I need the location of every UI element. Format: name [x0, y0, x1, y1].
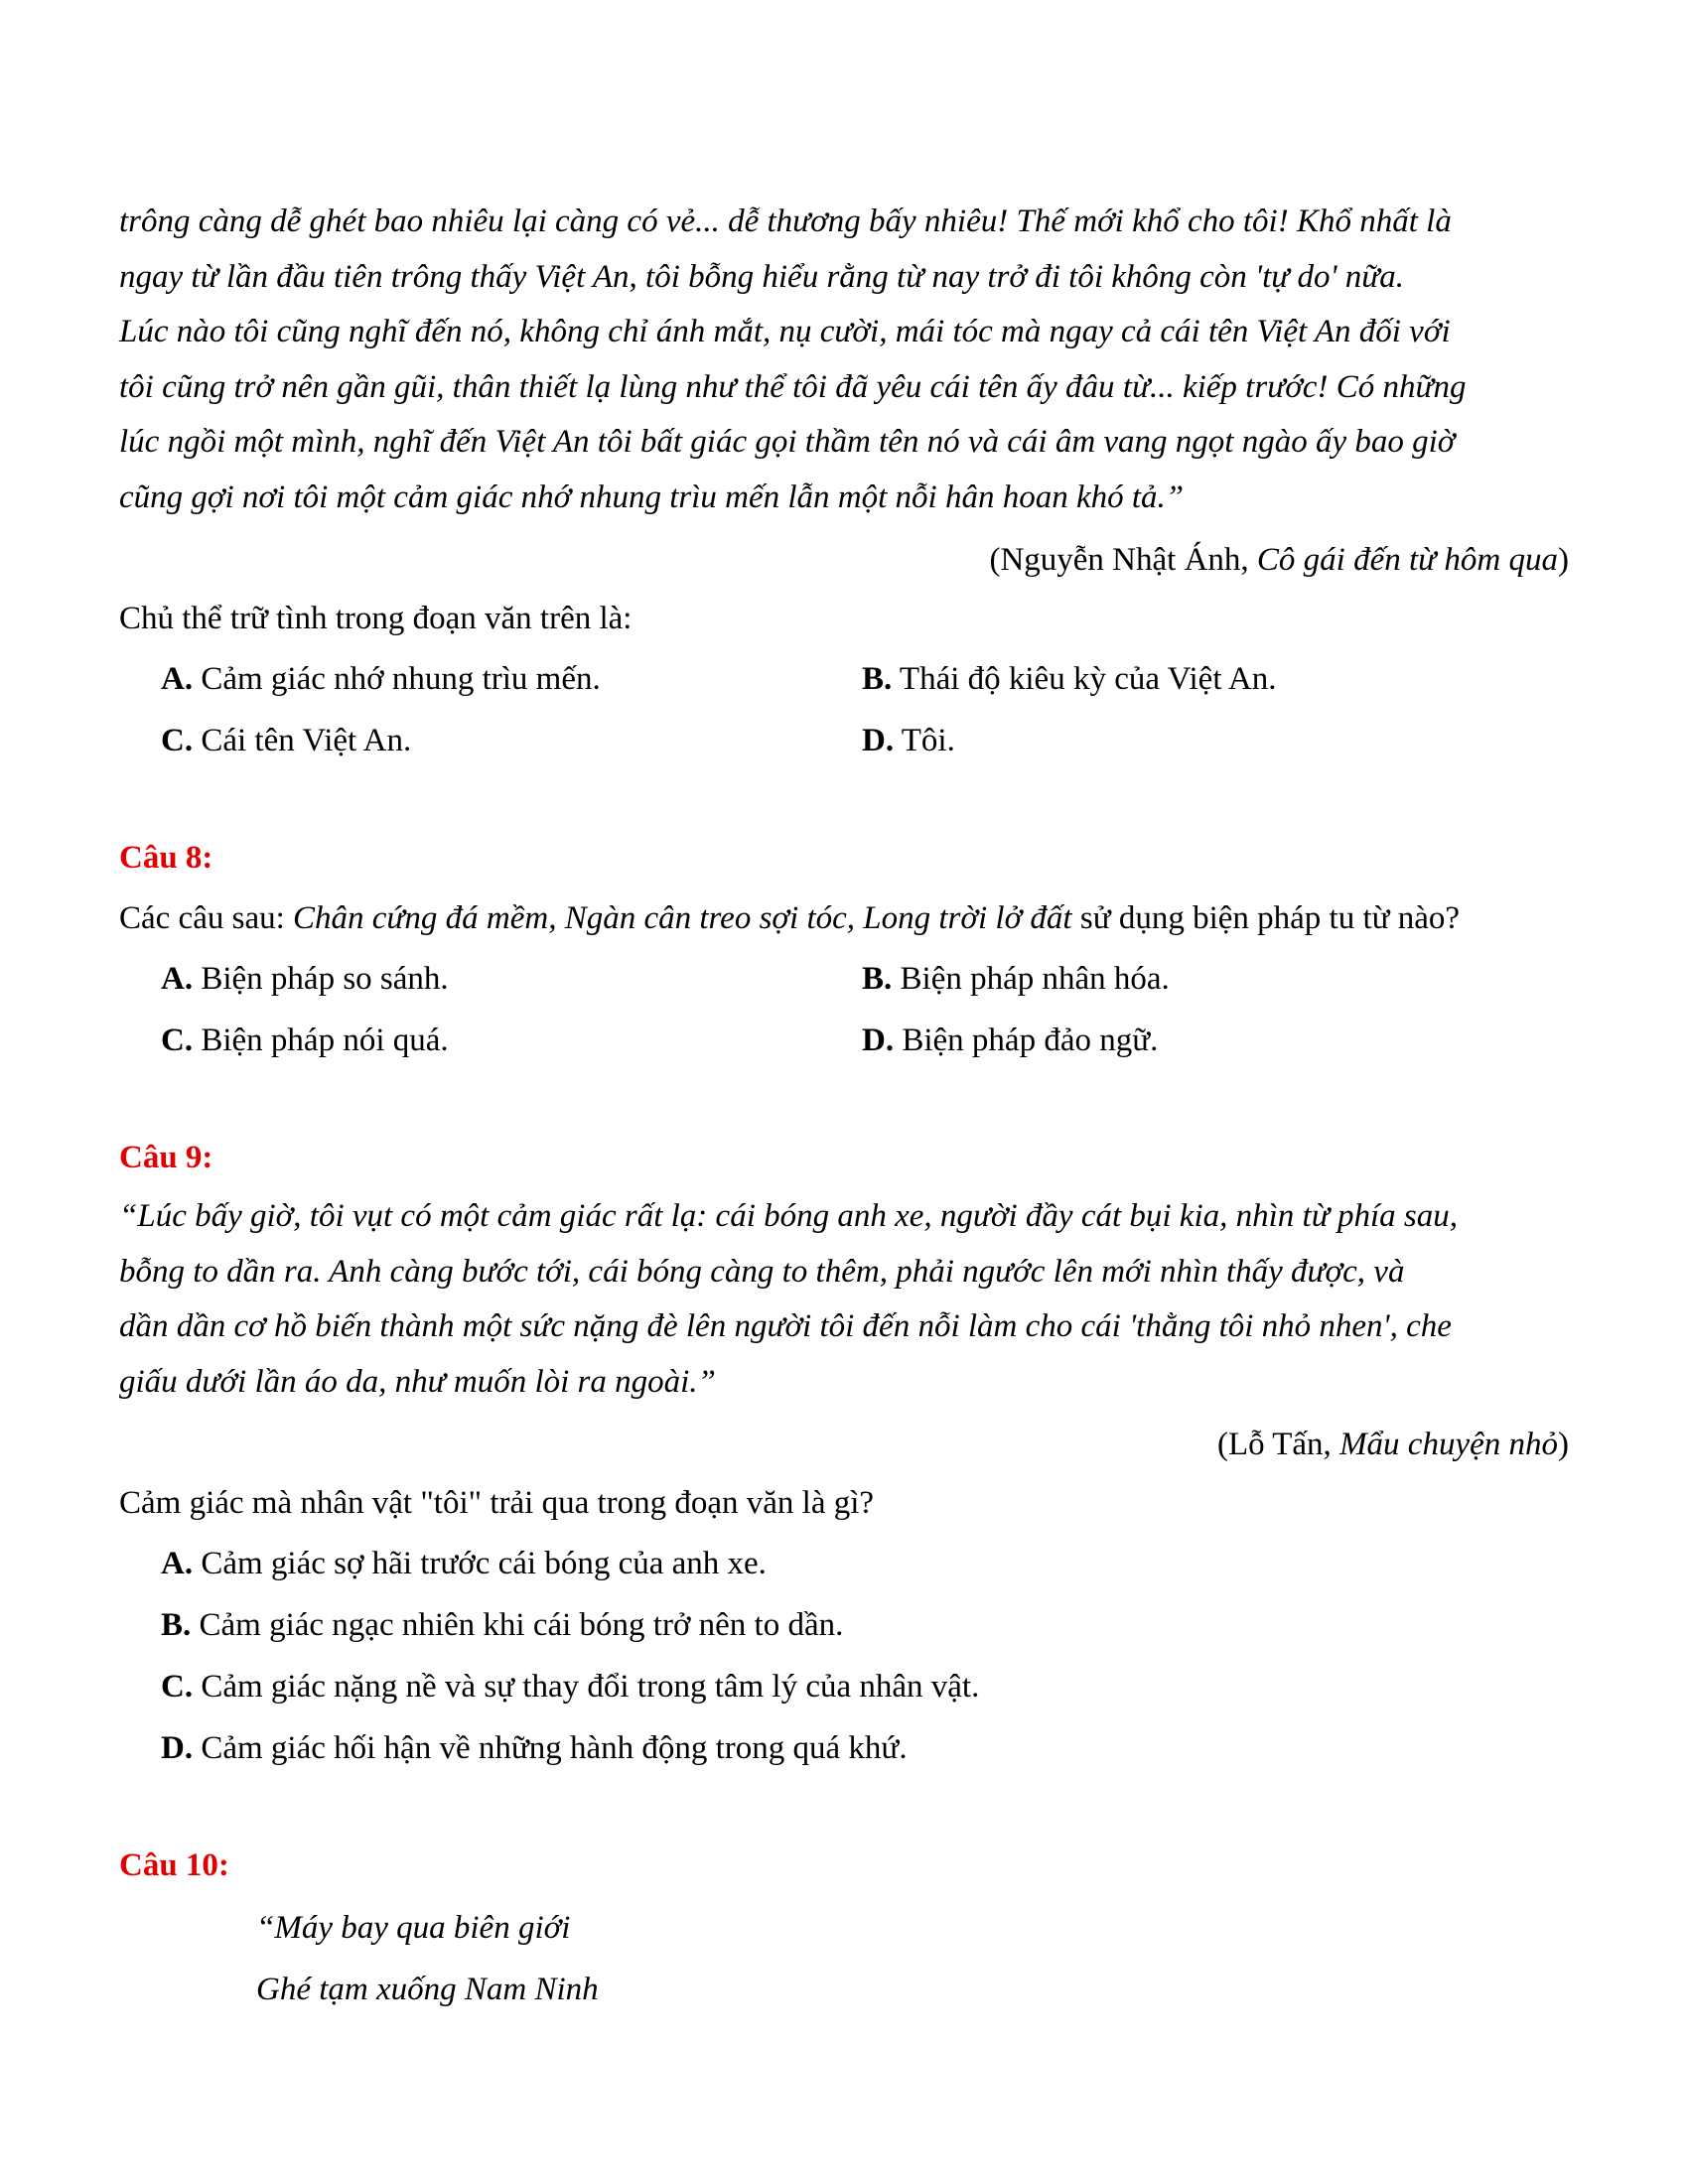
passage-line: giấu dưới lần áo da, như muốn lòi ra ngoài.”: [119, 1363, 716, 1400]
option-c[interactable]: [161, 710, 862, 771]
question-8-heading: Câu 8:: [119, 840, 213, 876]
option-a[interactable]: [161, 1533, 1569, 1594]
option-text: Cái tên Việt An.: [193, 723, 412, 758]
question-suffix: sử dụng biện pháp tu từ nào?: [1071, 900, 1461, 936]
option-text: Biện pháp nhân hóa.: [892, 961, 1170, 997]
option-c[interactable]: [161, 1656, 1569, 1717]
document-page: [119, 195, 1569, 2020]
option-text: Cảm giác sợ hãi trước cái bóng của anh xe.: [193, 1546, 767, 1581]
poem-line: Ghé tạm xuống Nam Ninh: [256, 1972, 599, 2007]
option-text: Cảm giác ngạc nhiên khi cái bóng trở nên to dần.: [191, 1607, 844, 1643]
option-a[interactable]: [161, 648, 862, 710]
question-prefix: Các câu sau:: [119, 900, 294, 936]
option-text: Biện pháp đảo ngữ.: [894, 1023, 1159, 1058]
question-9-text: Cảm giác mà nhân vật "tôi" trải qua trong đoạn văn là gì?: [119, 1485, 875, 1521]
option-letter: C.: [161, 723, 194, 758]
option-c[interactable]: [161, 1010, 862, 1071]
option-b[interactable]: [161, 1594, 1569, 1656]
option-d[interactable]: [862, 1010, 1569, 1071]
passage-line: tôi cũng trở nên gần gũi, thân thiết lạ lùng như thể tôi đã yêu cái tên ấy đâu từ... kiếp trước! Có những: [119, 368, 1467, 405]
option-d[interactable]: [862, 710, 1569, 771]
passage-source: [119, 533, 1569, 588]
option-letter: D.: [862, 1023, 895, 1058]
passage-line: lúc ngồi một mình, nghĩ đến Việt An tôi bất giác gọi thầm tên nó và cái âm vang ngọt ngào ấy bao giờ: [119, 424, 1456, 460]
passage-line: cũng gợi nơi tôi một cảm giác nhớ nhung trìu mến lẫn một nỗi hân hoan khó tả.”: [119, 478, 1185, 515]
option-letter: A.: [161, 1546, 194, 1581]
passage-q9: [119, 1189, 1569, 1410]
question-10-heading: Câu 10:: [119, 1847, 229, 1883]
option-text: Tôi.: [894, 723, 955, 758]
source-author: (Lỗ Tấn,: [1216, 1427, 1340, 1462]
source-author: (Nguyễn Nhật Ánh,: [989, 542, 1257, 578]
poem-line: “Máy bay qua biên giới: [256, 1910, 571, 1946]
question-7-options: [119, 648, 1569, 771]
option-letter: A.: [161, 661, 194, 697]
option-text: Cảm giác nặng nề và sự thay đổi trong tâm lý của nhân vật.: [193, 1669, 980, 1705]
option-letter: B.: [161, 1607, 192, 1643]
option-text: Cảm giác nhớ nhung trìu mến.: [193, 661, 601, 697]
option-text: Thái độ kiêu kỳ của Việt An.: [892, 661, 1277, 697]
question-8-text: [119, 891, 1569, 946]
option-text: Biện pháp nói quá.: [193, 1023, 449, 1058]
option-letter: C.: [161, 1669, 194, 1705]
question-8-options: [119, 948, 1569, 1071]
source-title: Mẩu chuyện nhỏ: [1339, 1427, 1558, 1462]
passage-line: “Lúc bấy giờ, tôi vụt có một cảm giác rất lạ: cái bóng anh xe, người đầy cát bụi kia, nhìn từ phía sau,: [119, 1198, 1458, 1234]
passage-q7: [119, 195, 1569, 525]
option-letter: A.: [161, 961, 194, 997]
option-letter: B.: [862, 661, 893, 697]
poem-q10: [119, 1897, 1569, 2020]
option-d[interactable]: [161, 1717, 1569, 1779]
source-suffix: ): [1558, 542, 1569, 578]
option-a[interactable]: [161, 948, 862, 1010]
passage-line: ngay từ lần đầu tiên trông thấy Việt An, tôi bỗng hiểu rằng từ nay trở đi tôi không còn 'tự do' nữa.: [119, 258, 1405, 295]
option-b[interactable]: [862, 648, 1569, 710]
option-b[interactable]: [862, 948, 1569, 1010]
passage-line: trông càng dễ ghét bao nhiêu lại càng có vẻ... dễ thương bấy nhiêu! Thế mới khổ cho tôi! Khổ nhất là: [119, 204, 1452, 239]
source-suffix: ): [1558, 1427, 1569, 1462]
question-7-text: Chủ thể trữ tình trong đoạn văn trên là:: [119, 601, 633, 636]
option-letter: C.: [161, 1023, 194, 1058]
passage-line: bỗng to dần ra. Anh càng bước tới, cái bóng càng to thêm, phải ngước lên mới nhìn thấy được, và: [119, 1253, 1405, 1290]
option-letter: D.: [161, 1730, 194, 1766]
question-9-heading: Câu 9:: [119, 1140, 213, 1175]
option-letter: B.: [862, 961, 893, 997]
option-text: Cảm giác hối hận về những hành động trong quá khứ.: [193, 1730, 908, 1766]
passage-line: dần dần cơ hồ biến thành một sức nặng đè lên người tôi đến nỗi làm cho cái 'thằng tôi nhỏ nhen', che: [119, 1308, 1452, 1344]
question-idioms: Chân cứng đá mềm, Ngàn cân treo sợi tóc, Long trời lở đất: [293, 900, 1072, 936]
source-title: Cô gái đến từ hôm qua: [1256, 542, 1558, 578]
passage-source: [119, 1418, 1569, 1472]
option-letter: D.: [862, 723, 895, 758]
option-text: Biện pháp so sánh.: [193, 961, 449, 997]
passage-line: Lúc nào tôi cũng nghĩ đến nó, không chỉ ánh mắt, nụ cười, mái tóc mà ngay cả cái tên Việt An đối với: [119, 314, 1451, 349]
question-9-options: [119, 1533, 1569, 1779]
